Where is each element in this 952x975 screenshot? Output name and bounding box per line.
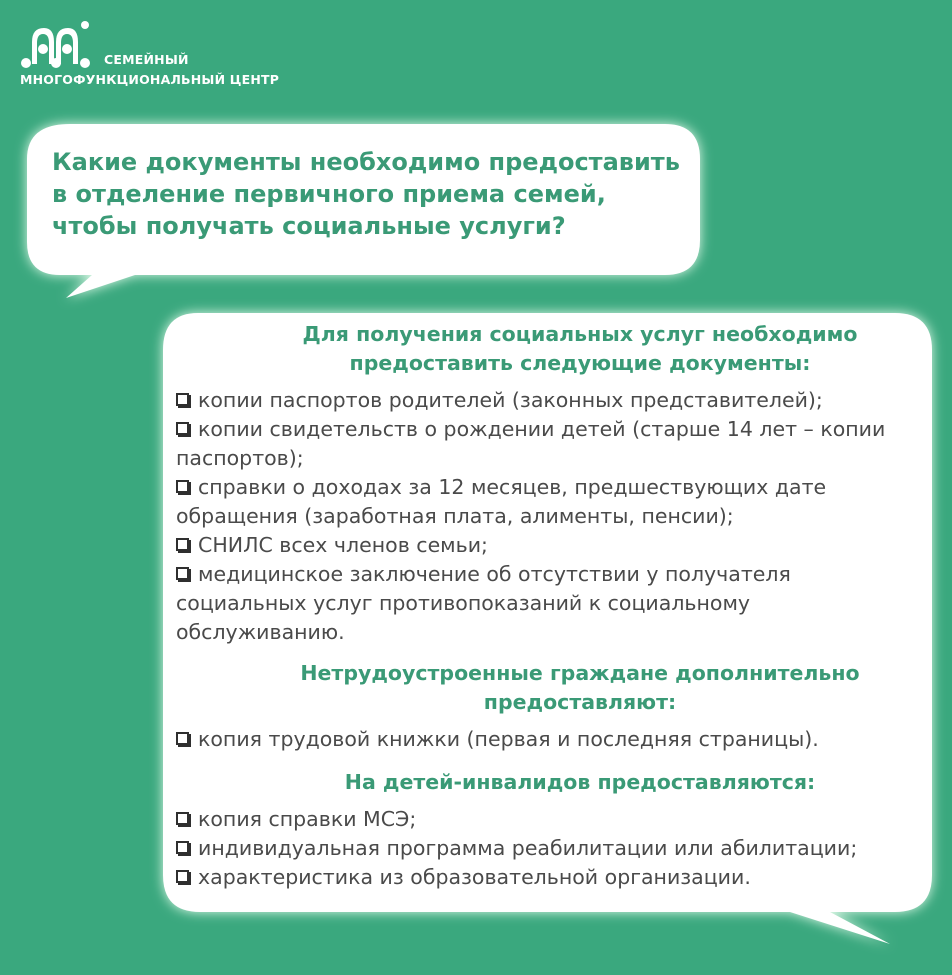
answer-content: [176, 320, 924, 892]
checkbox-icon: [176, 422, 189, 435]
logo-title-line2: МНОГОФУНКЦИОНАЛЬНЫЙ ЦЕНТР: [20, 72, 280, 87]
list-item: индивидуальная программа реабилитации или абилитации;: [176, 834, 924, 863]
checkbox-icon: [176, 393, 189, 406]
family-logo-icon: [20, 20, 102, 70]
documents-list: [176, 386, 924, 647]
unemployed-heading: Нетрудоустроенные граждане дополнительно предоставляют:: [300, 661, 860, 714]
checkbox-icon: [176, 870, 189, 883]
list-item: копии свидетельств о рождении детей (старше 14 лет – копии паспортов);: [176, 417, 886, 470]
documents-heading: Для получения социальных услуг необходимо предоставить следующие документы:: [302, 322, 858, 375]
checkbox-icon: [176, 812, 189, 825]
logo: [20, 20, 320, 100]
list-item: медицинское заключение об отсутствии у получателя социальных услуг противопоказаний к социальному обслуживанию.: [176, 562, 791, 644]
list-item: справки о доходах за 12 месяцев, предшествующих дате обращения (заработная плата, алименты, пенсии);: [176, 475, 827, 528]
list-item: копия трудовой книжки (первая и последняя страницы).: [176, 725, 924, 754]
list-item: копии паспортов родителей (законных представителей);: [176, 386, 924, 415]
disabled-children-list: [176, 805, 924, 892]
list-item: характеристика из образовательной организации.: [176, 863, 924, 892]
checkbox-icon: [176, 538, 189, 551]
checkbox-icon: [176, 732, 189, 745]
checkbox-icon: [176, 841, 189, 854]
checkbox-icon: [176, 480, 189, 493]
list-item: копия справки МСЭ;: [176, 805, 924, 834]
disabled-children-heading: На детей-инвалидов предоставляются:: [344, 770, 816, 794]
unemployed-list: [176, 725, 924, 754]
question-text: Какие документы необходимо предоставить в отделение первичного приема семей, чтобы получать социальные услуги?: [52, 148, 680, 240]
logo-title-line1: СЕМЕЙНЫЙ: [104, 52, 189, 67]
list-item: СНИЛС всех членов семьи;: [176, 531, 924, 560]
checkbox-icon: [176, 567, 189, 580]
